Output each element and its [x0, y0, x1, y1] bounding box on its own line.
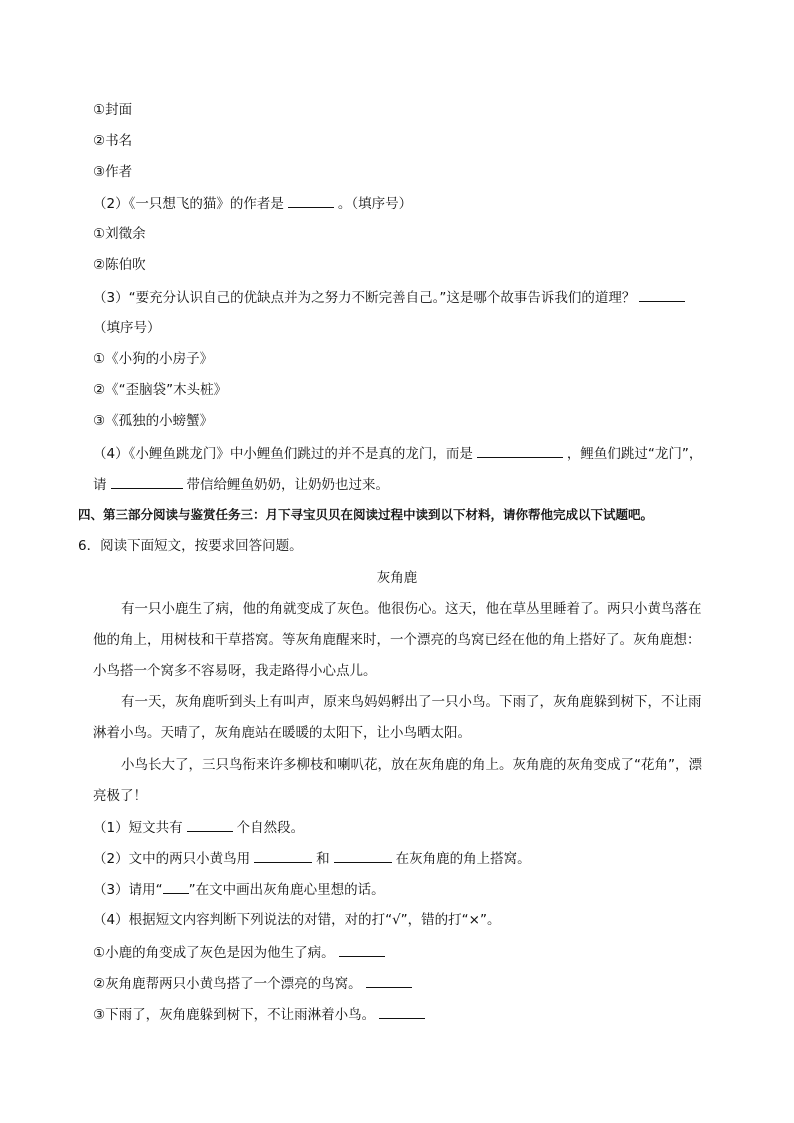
q5-sub2-prompt: （2）《一只想飞的猫》的作者是	[93, 196, 284, 212]
option-title: ②书名	[93, 133, 133, 149]
q6-sub3-prompt: （3）请用“	[93, 882, 163, 898]
answer-blank[interactable]	[477, 443, 563, 458]
q5-sub2-option-2: ②陈伯吹	[93, 257, 146, 273]
q6-sub3	[93, 879, 385, 900]
q5-sub3-option-1: ①《小狗的小房子》	[93, 351, 214, 367]
passage-p3-line2: 亮极了！	[93, 788, 147, 804]
q5-sub4-line2-prefix: 请	[93, 477, 107, 493]
option-cover: ①封面	[93, 102, 133, 118]
q5-sub3-option-2: ②《“歪脑袋”木头桩》	[93, 382, 228, 398]
passage-p2-line2: 淋着小鸟。天晴了，灰角鹿站在暖暖的太阳下，让小鸟晒太阳。	[93, 725, 471, 741]
judgement-3-text: ③下雨了，灰角鹿躲到树下，不让雨淋着小鸟。	[93, 1007, 376, 1023]
passage-p1-line2: 他的角上，用树枝和干草搭窝。等灰角鹿醒来时，一个漂亮的鸟窝已经在他的角上搭好了。灰角鹿想：	[93, 632, 701, 648]
judgement-2-text: ②灰角鹿帮两只小黄鸟搭了一个漂亮的鸟窝。	[93, 976, 362, 992]
q6-sub2-prompt: （2）文中的两只小黄鸟用	[93, 851, 251, 867]
q6-sub4: （4）根据短文内容判断下列说法的对错，对的打“√”，错的打“×”。	[93, 912, 501, 928]
answer-blank[interactable]	[639, 287, 685, 302]
underline-marker	[163, 879, 189, 894]
judgement-3	[93, 1004, 429, 1025]
q6-sub1-suffix: 个自然段。	[236, 820, 305, 836]
q5-sub2-option-1: ①刘徵余	[93, 226, 146, 242]
q5-sub3-tail: （填序号）	[93, 320, 161, 336]
passage-title: 灰角鹿	[376, 570, 418, 586]
passage-p1-line1: 有一只小鹿生了病，他的角就变成了灰色。他很伤心。这天，他在草丛里睡着了。两只小黄鸟落在	[121, 601, 702, 617]
answer-blank[interactable]	[187, 817, 233, 832]
passage-p3-line1: 小鸟长大了，三只鸟衔来许多柳枝和喇叭花，放在灰角鹿的角上。灰角鹿的灰角变成了“花角”，漂	[121, 757, 702, 773]
q5-sub4-prompt: （4）《小鲤鱼跳龙门》中小鲤鱼们跳过的并不是真的龙门，而是	[93, 446, 473, 462]
q5-sub3	[93, 287, 689, 308]
q6-sub3-suffix: ”在文中画出灰角鹿心里想的话。	[188, 882, 385, 898]
option-author: ③作者	[93, 164, 133, 180]
passage-p2-line1: 有一天，灰角鹿听到头上有叫声，原来鸟妈妈孵出了一只小鸟。下雨了，灰角鹿躲到树下，不让雨	[121, 694, 702, 710]
q5-sub4-mid: ，鲤鱼们跳过“龙门”，	[566, 446, 703, 462]
q5-sub3-option-3: ③《孤独的小螃蟹》	[93, 413, 214, 429]
q6-intro: 6．阅读下面短文，按要求回答问题。	[78, 538, 303, 554]
q6-sub2	[93, 848, 531, 869]
answer-blank[interactable]	[254, 848, 312, 863]
q6-sub1-prompt: （1）短文共有	[93, 820, 183, 836]
answer-blank[interactable]	[366, 973, 412, 988]
q6-sub1	[93, 817, 304, 838]
judgement-2	[93, 973, 416, 994]
q5-sub4-line2	[93, 474, 389, 495]
answer-blank[interactable]	[339, 942, 385, 957]
passage-p1-line3: 小鸟搭一个窝多不容易呀，我走路得小心点儿。	[93, 663, 377, 679]
answer-blank[interactable]	[288, 193, 334, 208]
answer-blank[interactable]	[379, 1004, 425, 1019]
q5-sub3-prompt: （3）“要充分认识自己的优缺点并为之努力不断完善自己。”这是哪个故事告诉我们的道理？	[93, 290, 636, 306]
q6-sub2-and: 和	[316, 851, 330, 867]
answer-blank[interactable]	[111, 474, 183, 489]
judgement-1	[93, 942, 389, 963]
judgement-1-text: ①小鹿的角变成了灰色是因为他生了病。	[93, 945, 335, 961]
q5-sub4-line1	[93, 443, 702, 464]
answer-blank[interactable]	[334, 848, 392, 863]
q5-sub2	[93, 193, 412, 214]
q5-sub4-line2-suffix: 带信给鲤鱼奶奶，让奶奶也过来。	[186, 477, 389, 493]
q5-sub2-suffix: 。（填序号）	[337, 196, 413, 212]
section-heading: 四、第三部分阅读与鉴赏任务三：月下寻宝贝贝在阅读过程中读到以下材料，请你帮他完成以下试题吧。	[78, 507, 654, 522]
q6-sub2-suffix: 在灰角鹿的角上搭窝。	[395, 851, 531, 867]
